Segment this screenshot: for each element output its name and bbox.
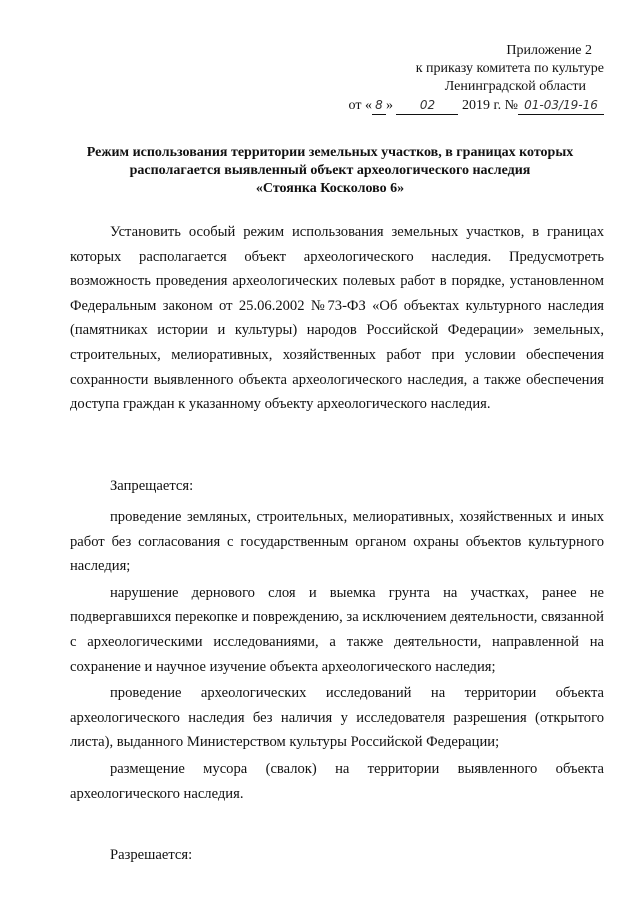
- handwritten-month: 02: [396, 96, 458, 115]
- title-line-3: «Стоянка Косколово 6»: [255, 181, 405, 196]
- document-title: [60, 144, 600, 198]
- order-reference: к приказу комитета по культуре: [415, 61, 604, 76]
- allowed-heading: Разрешается:: [110, 847, 193, 863]
- forbidden-item: проведение земляных, строительных, мелиоративных, хозяйственных и иных работ без согласования с государственным органом охраны объектов культурного наследия;: [70, 509, 604, 575]
- handwritten-day: 8: [372, 96, 386, 115]
- order-date-line: [344, 96, 604, 115]
- year-text: 2019 г. №: [458, 98, 518, 113]
- intro-paragraph: Установить особый режим использования земельных участков, в границах которых располагается объект археологического наследия. Предусмотреть возможность проведения археологических полевых работ в порядке, установленном Федеральным законом от 25.06.2002 №73-ФЗ «Об объектах культурного наследия (памятниках истории и культуры) народов Российской Федерации» земельных, строительных, мелиоративных, хозяйственных работ при условии обеспечения сохранности выявленного объекта археологического наследия, а также обеспечения доступа граждан к указанному объекту археологического наследия.: [70, 224, 604, 413]
- region-name: Ленинградской области: [444, 79, 586, 94]
- forbidden-heading: Запрещается:: [110, 478, 194, 494]
- forbidden-item: размещение мусора (свалок) на территории выявленного объекта археологического наследия.: [70, 760, 604, 802]
- title-line-2: располагается выявленный объект археологического наследия: [129, 163, 531, 178]
- appendix-header: [344, 42, 604, 115]
- appendix-label: Приложение 2: [506, 43, 592, 58]
- handwritten-order-number: 01-03/19-16: [518, 96, 604, 115]
- forbidden-item: нарушение дернового слоя и выемка грунта на участках, ранее не подвергавшихся перекопке и повреждению, за исключением деятельности, связанной с археологическими исследованиями, а также деятельности, направленной на сохранение и научное изучение объекта археологического наследия;: [70, 584, 604, 675]
- title-line-1: Режим использования территории земельных участков, в границах которых: [86, 145, 574, 160]
- forbidden-list: [70, 505, 604, 808]
- forbidden-item: проведение археологических исследований на территории объекта археологического наследия без наличия у исследователя разрешения (открытого листа), выданного Министерством культуры Российской Федерации;: [70, 685, 604, 751]
- intro-section: [70, 220, 604, 417]
- date-mid: »: [385, 98, 397, 113]
- date-prefix: от «: [348, 98, 372, 113]
